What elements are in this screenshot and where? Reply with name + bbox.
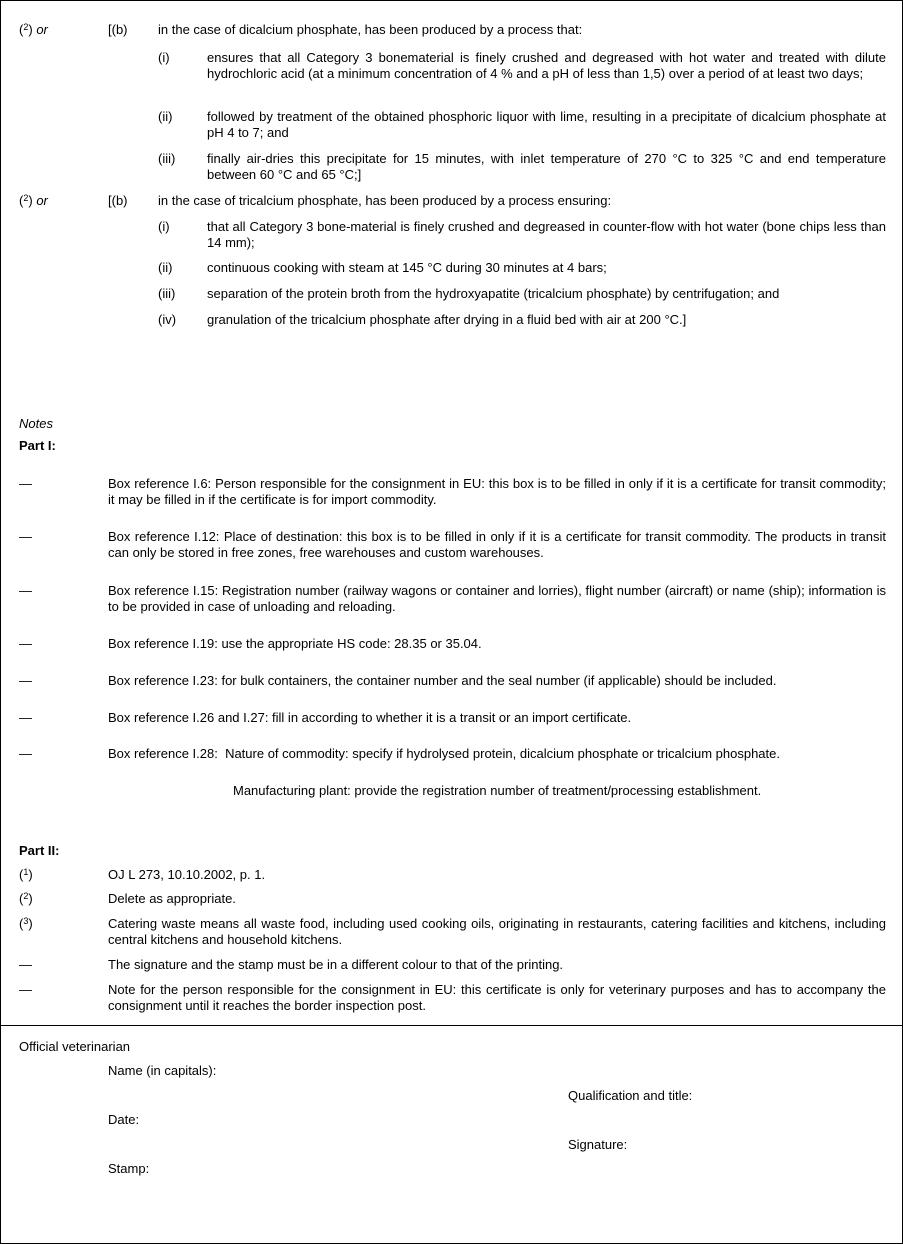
part1-note: Box reference I.26 and I.27: fill in according to whether it is a transit or an import certificate. <box>108 710 632 725</box>
stamp-label: Stamp: <box>108 1161 150 1176</box>
note-dash: — <box>19 636 32 651</box>
footnote-text: OJ L 273, 10.10.2002, p. 1. <box>108 867 266 882</box>
note-dash: — <box>19 583 32 598</box>
section-b-item-text: separation of the protein broth from the hydroxyapatite (tricalcium phosphate) by centrifugation; and <box>207 286 780 301</box>
section-b-item-num: (i) <box>158 219 170 234</box>
part1-note: Box reference I.28: Nature of commodity: specify if hydrolysed protein, dicalcium phosphate or tricalcium phosphate. <box>108 746 780 761</box>
section-a-text: in the case of dicalcium phosphate, has been produced by a process that: <box>158 22 583 37</box>
footnote-marker: ($^1$) <box>19 867 33 882</box>
section-a-item-num: (i) <box>158 50 170 65</box>
signature-label: Signature: <box>568 1137 628 1152</box>
note-dash: — <box>19 476 32 491</box>
note-dash: — <box>19 529 32 544</box>
section-b-item-text: granulation of the tricalcium phosphate after drying in a fluid bed with air at 200 °C.] <box>207 312 687 327</box>
section-a-item-text: ensures that all Category 3 bonematerial is finely crushed and degreased with hot water and treated with dilute hydrochloric acid (at a minimum concentration of 4 % and a pH of less than 1,5) over a period of at least two days; <box>207 50 886 81</box>
section-a-item-num: (iii) <box>158 151 176 166</box>
section-a-item-text: finally air-dries this precipitate for 15 minutes, with inlet temperature of 270 °C to 325 °C and end temperature between 60 °C and 65 °C;] <box>207 151 886 182</box>
part1-note: Box reference I.12: Place of destination: this box is to be filled in only if it is a certificate for transit commodity. The products in transit can only be stored in free zones, free warehouses and custom warehouses. <box>108 529 886 560</box>
part2-heading: Part II: <box>19 843 60 858</box>
part1-subnote: Manufacturing plant: provide the registration number of treatment/processing establishment. <box>233 783 762 798</box>
official-vet-heading: Official veterinarian <box>19 1039 131 1054</box>
section-b-item-num: (iv) <box>158 312 177 327</box>
note-dash: — <box>19 982 32 997</box>
date-label: Date: <box>108 1112 140 1127</box>
section-a-item-num: (ii) <box>158 109 173 124</box>
part1-note: Box reference I.15: Registration number (railway wagons or container and lorries), flight number (aircraft) or name (ship); information is to be provided in case of unloading and reloading. <box>108 583 886 614</box>
note-dash: — <box>19 746 32 761</box>
section-b-marker: ($^2$) or <box>19 193 48 208</box>
section-b-item-text: that all Category 3 bone-material is finely crushed and degreased in counter-flow with hot water (bone chips less than 14 mm); <box>207 219 886 250</box>
part1-note: Box reference I.23: for bulk containers, the container number and the seal number (if applicable) should be included. <box>108 673 777 688</box>
divider-line <box>0 1025 903 1026</box>
section-a-label: [(b) <box>108 22 128 37</box>
part2-note: The signature and the stamp must be in a different colour to that of the printing. <box>108 957 564 972</box>
section-a-marker: ($^2$) or <box>19 22 48 37</box>
qualification-label: Qualification and title: <box>568 1088 693 1103</box>
part1-heading: Part I: <box>19 438 56 453</box>
section-b-item-num: (iii) <box>158 286 176 301</box>
part2-note: Note for the person responsible for the consignment in EU: this certificate is only for veterinary purposes and has to accompany the consignment until it reaches the border inspection post. <box>108 982 886 1013</box>
footnote-marker: ($^3$) <box>19 916 33 931</box>
section-b-item-text: continuous cooking with steam at 145 °C during 30 minutes at 4 bars; <box>207 260 607 275</box>
note-dash: — <box>19 957 32 972</box>
note-dash: — <box>19 673 32 688</box>
section-a-item-text: followed by treatment of the obtained phosphoric liquor with lime, resulting in a precipitate of dicalcium phosphate at pH 4 to 7; and <box>207 109 886 140</box>
footnote-marker: ($^2$) <box>19 891 33 906</box>
notes-heading: Notes <box>19 416 53 431</box>
part1-note: Box reference I.19: use the appropriate HS code: 28.35 or 35.04. <box>108 636 482 651</box>
footnote-text: Catering waste means all waste food, including used cooking oils, originating in restaurants, catering facilities and kitchens, including central kitchens and household kitchens. <box>108 916 886 947</box>
section-b-label: [(b) <box>108 193 128 208</box>
footnote-text: Delete as appropriate. <box>108 891 236 906</box>
name-label: Name (in capitals): <box>108 1063 217 1078</box>
note-dash: — <box>19 710 32 725</box>
part1-note: Box reference I.6: Person responsible for the consignment in EU: this box is to be filled in only if it is a certificate for transit commodity; it may be filled in if the certificate is for import commodity. <box>108 476 886 507</box>
section-b-text: in the case of tricalcium phosphate, has been produced by a process ensuring: <box>158 193 612 208</box>
section-b-item-num: (ii) <box>158 260 173 275</box>
